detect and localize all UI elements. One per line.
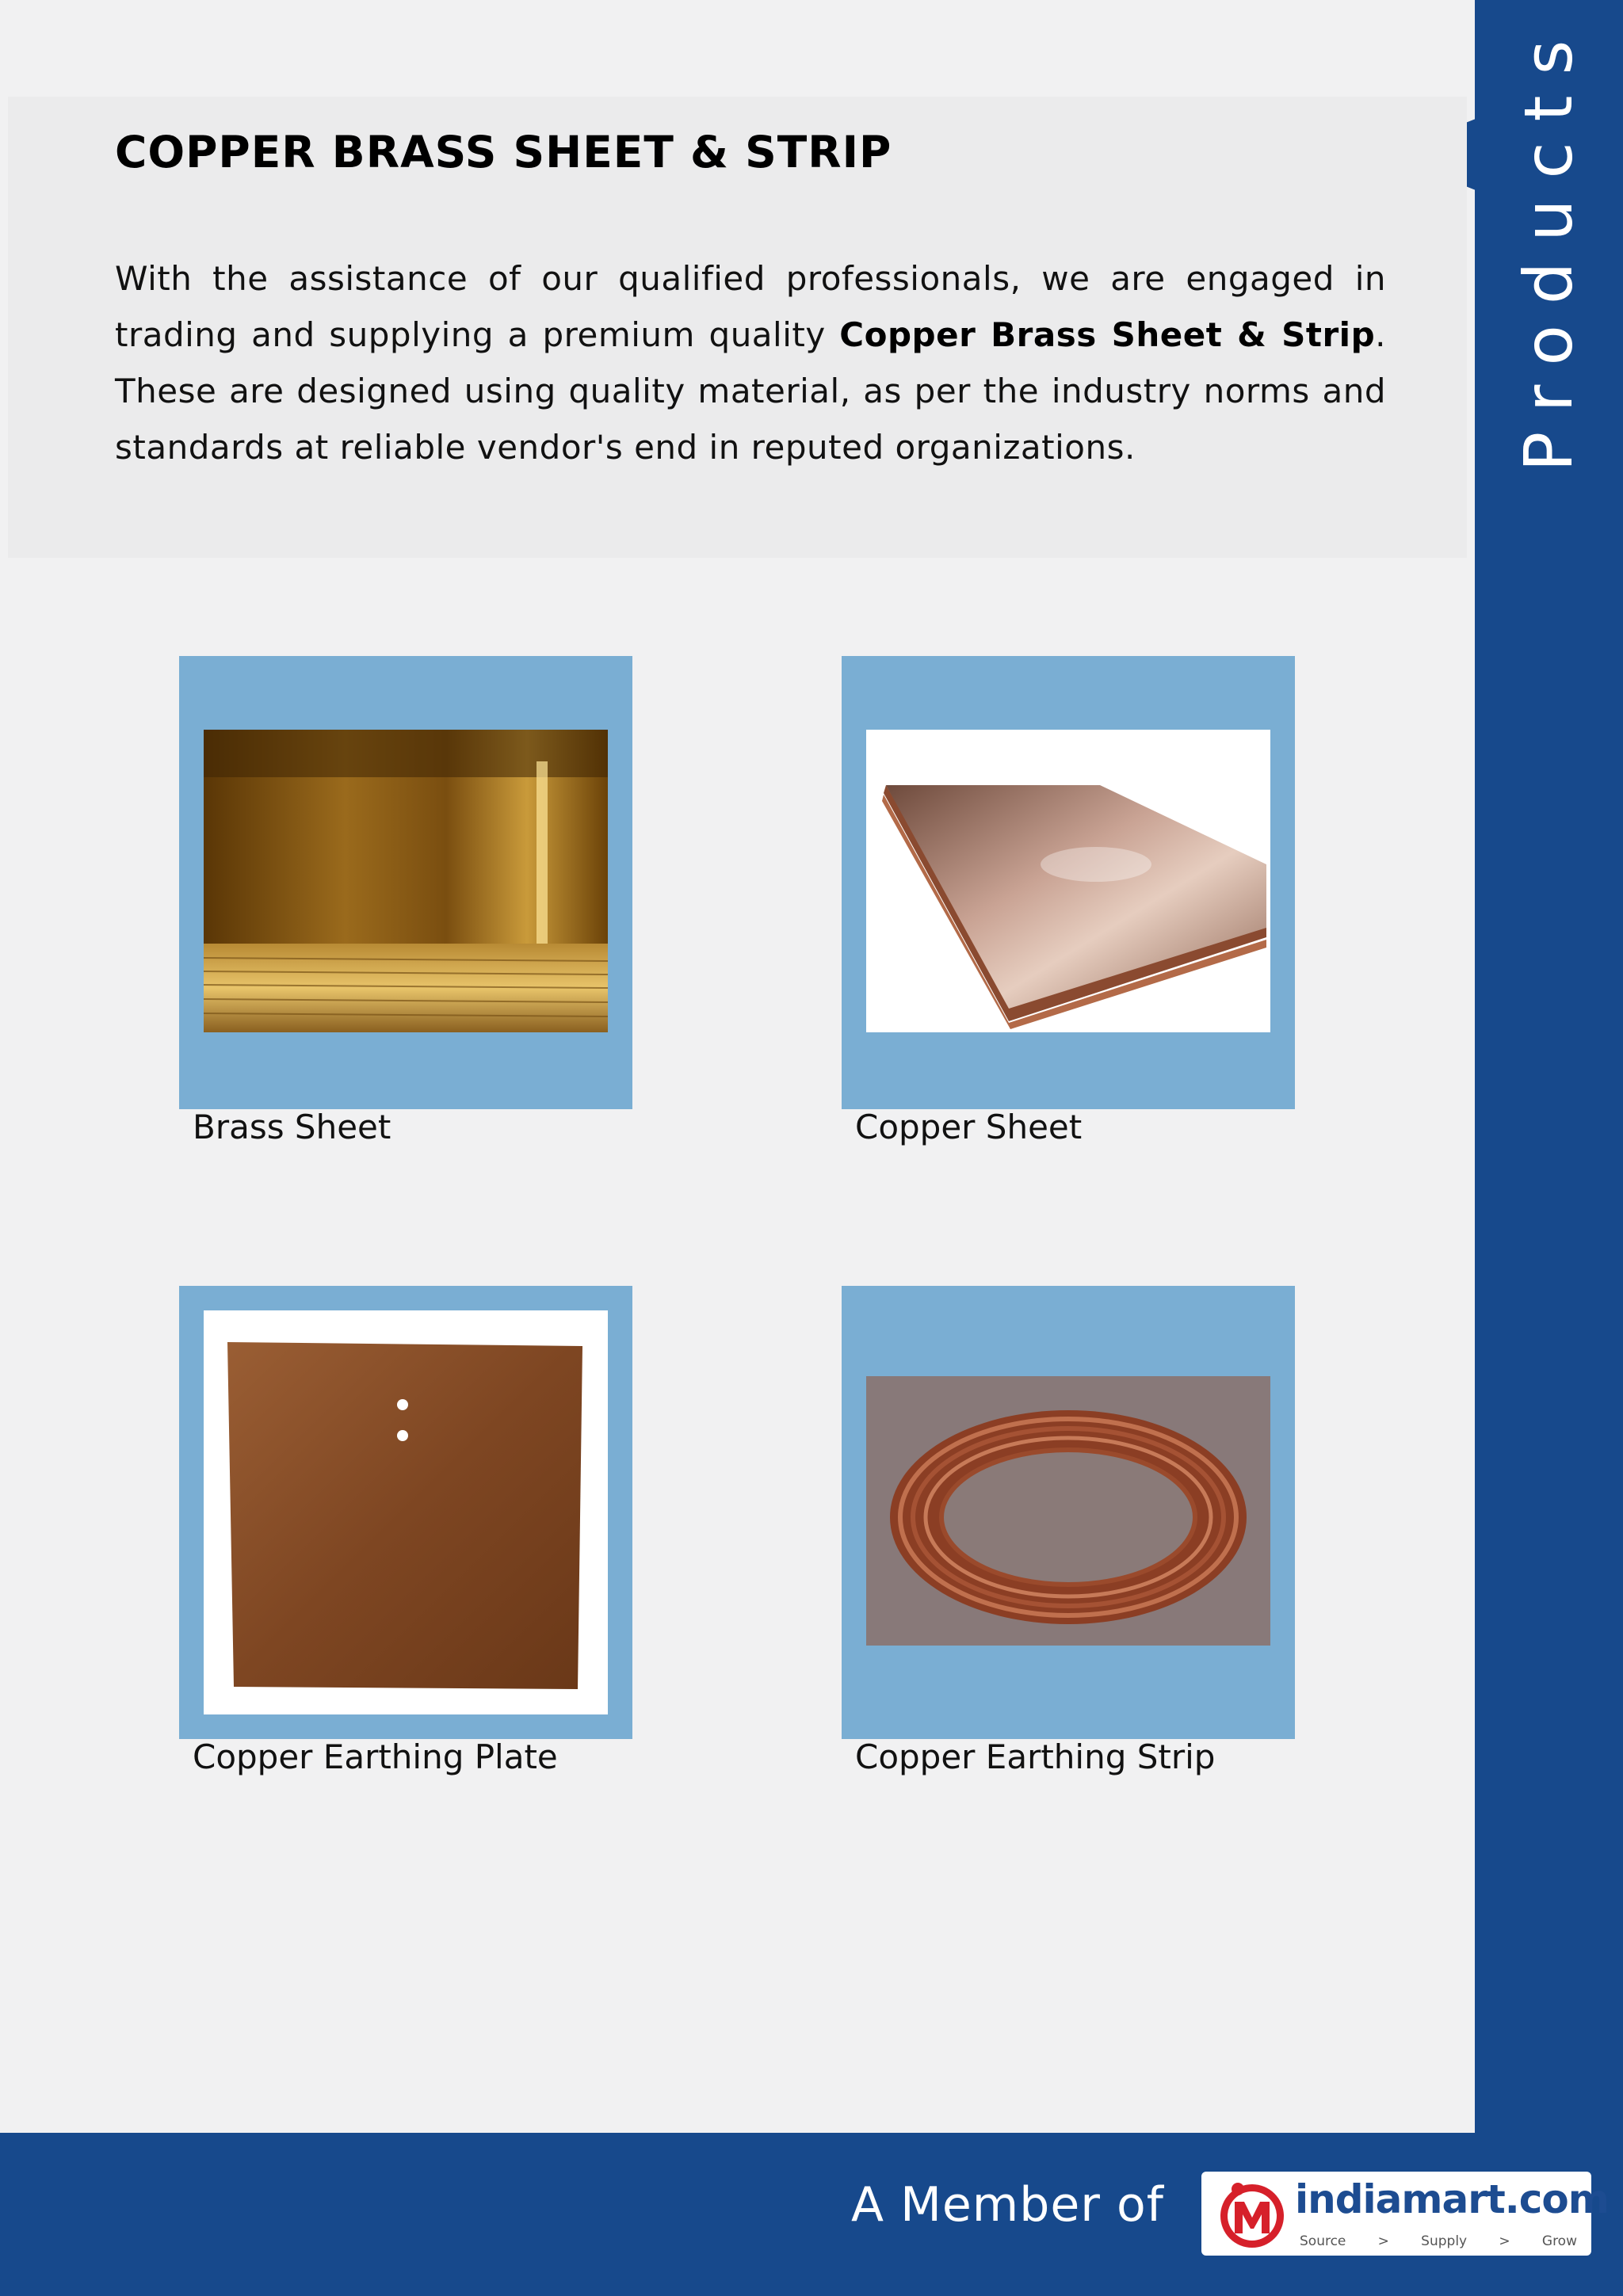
product-caption: Copper Earthing Plate bbox=[193, 1737, 558, 1776]
product-caption: Copper Sheet bbox=[855, 1108, 1083, 1146]
tagline-separator: > bbox=[1499, 2233, 1510, 2249]
intro-description bbox=[115, 250, 1386, 475]
logo-name: indiamart.com bbox=[1295, 2176, 1609, 2222]
product-card-copper-earthing-plate[interactable] bbox=[179, 1286, 632, 1739]
tagline-separator: > bbox=[1377, 2233, 1389, 2249]
brass-sheet-photo bbox=[204, 730, 608, 1032]
page-title: COPPER BRASS SHEET & STRIP bbox=[115, 127, 892, 177]
intro-text-bold: Copper Brass Sheet & Strip bbox=[839, 315, 1376, 354]
intro-text-end: . These are designed using quality material, as per the industry norms and standards at reliable vendor's end in reputed organizations. bbox=[115, 315, 1386, 467]
product-card-brass-sheet[interactable] bbox=[179, 656, 632, 1109]
copper-earthing-plate-photo bbox=[204, 1310, 608, 1714]
product-card-copper-earthing-strip[interactable] bbox=[842, 1286, 1295, 1739]
indiamart-m-icon bbox=[1214, 2178, 1290, 2251]
product-caption: Copper Earthing Strip bbox=[855, 1737, 1216, 1776]
tagline-word: Supply bbox=[1421, 2233, 1468, 2249]
tagline-word: Source bbox=[1300, 2233, 1346, 2249]
product-caption: Brass Sheet bbox=[193, 1108, 391, 1146]
tagline-word: Grow bbox=[1541, 2233, 1577, 2249]
product-card-copper-sheet[interactable] bbox=[842, 656, 1295, 1109]
sidebar-label bbox=[1475, 0, 1623, 475]
logo-tagline bbox=[1300, 2233, 1577, 2249]
sidebar-label-text: Products bbox=[1510, 19, 1587, 472]
copper-sheet-photo bbox=[866, 730, 1270, 1032]
member-of-text: A Member of bbox=[851, 2177, 1164, 2233]
intro-text-start: With the assistance of our qualified professionals, we are engaged in trading and supplying a premium quality bbox=[115, 259, 1386, 354]
copper-earthing-strip-photo bbox=[866, 1376, 1270, 1646]
indiamart-logo[interactable] bbox=[1201, 2172, 1609, 2256]
